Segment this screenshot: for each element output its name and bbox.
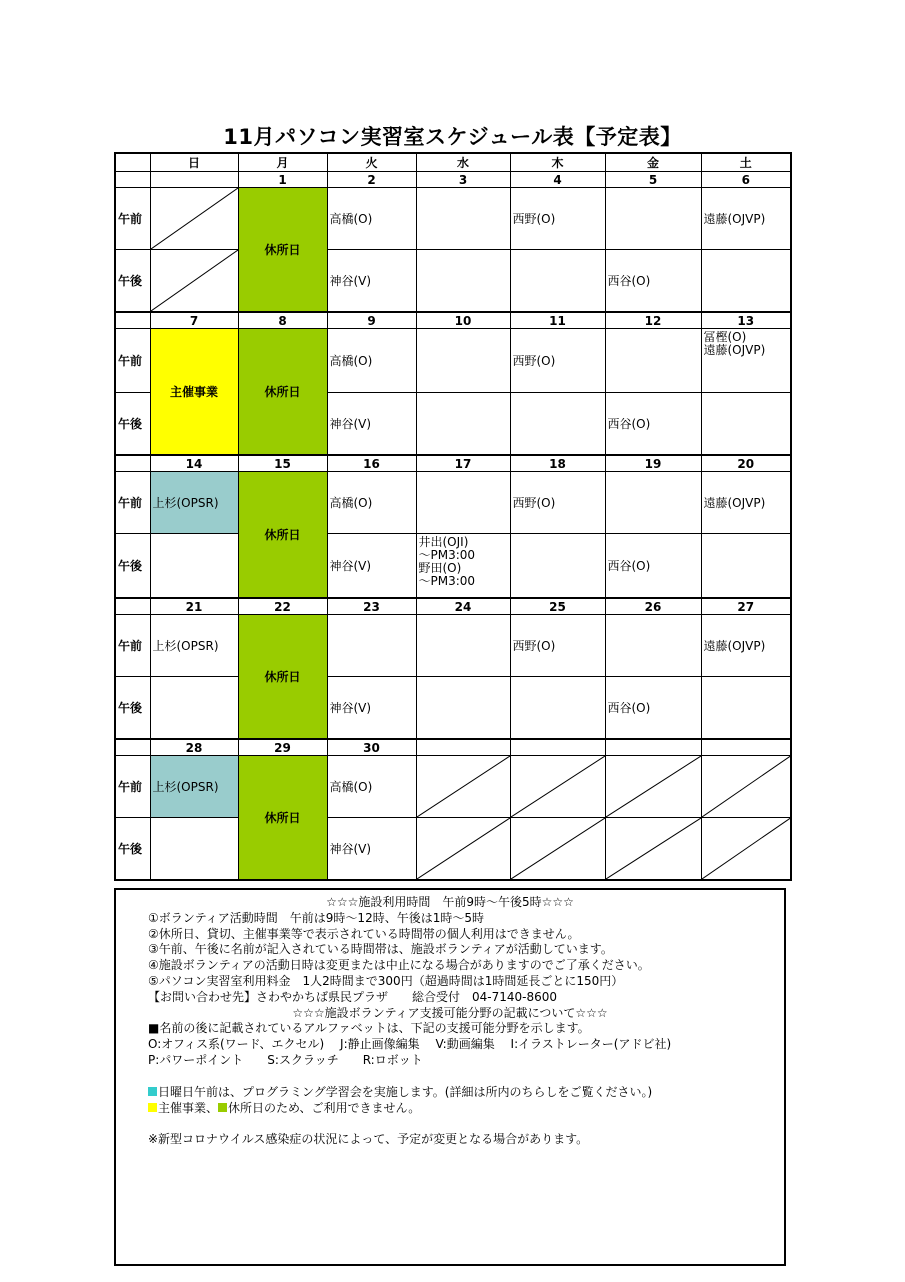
schedule-slot: 神谷(V) bbox=[327, 818, 416, 881]
schedule-slot bbox=[416, 677, 510, 740]
date-number: 29 bbox=[238, 739, 327, 756]
date-number: 25 bbox=[510, 598, 605, 615]
date-number: 1 bbox=[238, 172, 327, 188]
closed-day-slot: 休所日 bbox=[238, 472, 327, 599]
empty-slot-crossed bbox=[605, 818, 701, 881]
note-4: ④施設ボランティアの活動日時は変更または中止になる場合がありますのでご了承ください。 bbox=[148, 958, 650, 973]
abbr-line-2: O:オフィス系(ワード、エクセル) J:静止画像編集 V:動画編集 I:イラストレーター(アドビ社) bbox=[148, 1037, 672, 1052]
schedule-slot bbox=[150, 677, 238, 740]
date-number: 24 bbox=[416, 598, 510, 615]
schedule-slot bbox=[327, 615, 416, 677]
schedule-slot: 遠藤(OJVP) bbox=[701, 472, 791, 534]
schedule-slot bbox=[416, 250, 510, 313]
date-number bbox=[510, 739, 605, 756]
blue-legend-swatch bbox=[148, 1087, 157, 1096]
abbr-line-1: ■名前の後に記載されているアルファベットは、下記の支援可能分野を示します。 bbox=[148, 1021, 590, 1036]
schedule-slot bbox=[605, 329, 701, 393]
schedule-slot: 西野(O) bbox=[510, 472, 605, 534]
am-label: 午前 bbox=[115, 188, 150, 250]
weekday-header: 木 bbox=[510, 153, 605, 172]
schedule-slot bbox=[150, 534, 238, 599]
date-number: 6 bbox=[701, 172, 791, 188]
date-number: 10 bbox=[416, 312, 510, 329]
page-title: 11月パソコン実習室スケジュール表【予定表】 bbox=[223, 125, 682, 149]
week-label-blank bbox=[115, 455, 150, 472]
closed-day-slot: 休所日 bbox=[238, 188, 327, 313]
date-number: 8 bbox=[238, 312, 327, 329]
empty-slot-crossed bbox=[150, 250, 238, 313]
date-number: 16 bbox=[327, 455, 416, 472]
schedule-slot: 西野(O) bbox=[510, 615, 605, 677]
closed-day-slot: 休所日 bbox=[238, 329, 327, 456]
schedule-slot: 井出(OJI) ～PM3:00 野田(O) ～PM3:00 bbox=[416, 534, 510, 599]
schedule-slot: 西野(O) bbox=[510, 329, 605, 393]
date-number: 5 bbox=[605, 172, 701, 188]
schedule-slot bbox=[416, 188, 510, 250]
empty-slot-crossed bbox=[701, 756, 791, 818]
week-label-blank bbox=[115, 172, 150, 188]
schedule-slot: 西谷(O) bbox=[605, 250, 701, 313]
schedule-slot: 西谷(O) bbox=[605, 677, 701, 740]
am-label: 午前 bbox=[115, 329, 150, 393]
date-number: 19 bbox=[605, 455, 701, 472]
pm-label: 午後 bbox=[115, 677, 150, 740]
date-number: 9 bbox=[327, 312, 416, 329]
schedule-slot: 西野(O) bbox=[510, 188, 605, 250]
date-number: 21 bbox=[150, 598, 238, 615]
schedule-slot: 上杉(OPSR) bbox=[150, 615, 238, 677]
schedule-slot: 神谷(V) bbox=[327, 534, 416, 599]
contact-note: 【お問い合わせ先】さわやかちば県民プラザ 総合受付 04-7140-8600 bbox=[148, 989, 558, 1004]
date-number: 13 bbox=[701, 312, 791, 329]
schedule-slot bbox=[701, 534, 791, 599]
note-1: ①ボランティア活動時間 午前は9時～12時、午後は1時～5時 bbox=[148, 910, 484, 925]
abbr-line-3: P:パワーポイント S:スクラッチ R:ロボット bbox=[148, 1052, 423, 1067]
weekday-header: 日 bbox=[150, 153, 238, 172]
date-number bbox=[701, 739, 791, 756]
schedule-slot bbox=[416, 393, 510, 456]
date-number: 11 bbox=[510, 312, 605, 329]
date-number: 27 bbox=[701, 598, 791, 615]
empty-slot-crossed bbox=[510, 756, 605, 818]
date-number: 3 bbox=[416, 172, 510, 188]
schedule-slot bbox=[510, 393, 605, 456]
schedule-slot: 高橋(O) bbox=[327, 329, 416, 393]
schedule-slot bbox=[701, 677, 791, 740]
week-label-blank bbox=[115, 598, 150, 615]
week-label-blank bbox=[115, 739, 150, 756]
schedule-slot: 西谷(O) bbox=[605, 393, 701, 456]
am-label: 午前 bbox=[115, 472, 150, 534]
date-number: 18 bbox=[510, 455, 605, 472]
date-number: 28 bbox=[150, 739, 238, 756]
date-number: 26 bbox=[605, 598, 701, 615]
yellow-legend-note: 主催事業、 bbox=[158, 1100, 219, 1115]
am-label: 午前 bbox=[115, 615, 150, 677]
pm-label: 午後 bbox=[115, 393, 150, 456]
schedule-slot bbox=[701, 393, 791, 456]
notes-box bbox=[114, 888, 786, 1266]
schedule-table bbox=[114, 152, 792, 881]
schedule-slot: 上杉(OPSR) bbox=[150, 756, 238, 818]
date-number: 17 bbox=[416, 455, 510, 472]
schedule-slot: 高橋(O) bbox=[327, 188, 416, 250]
date-number: 20 bbox=[701, 455, 791, 472]
am-label: 午前 bbox=[115, 756, 150, 818]
schedule-slot: 遠藤(OJVP) bbox=[701, 188, 791, 250]
closed-day-slot: 休所日 bbox=[238, 756, 327, 881]
blue-legend-note: 日曜日午前は、プログラミング学習会を実施します。(詳細は所内のちらしをご覧ください。) bbox=[158, 1084, 653, 1099]
schedule-slot: 上杉(OPSR) bbox=[150, 472, 238, 534]
date-number bbox=[416, 739, 510, 756]
schedule-slot bbox=[701, 250, 791, 313]
weekday-header: 土 bbox=[701, 153, 791, 172]
weekday-header: 金 bbox=[605, 153, 701, 172]
date-number: 22 bbox=[238, 598, 327, 615]
date-number: 12 bbox=[605, 312, 701, 329]
schedule-slot bbox=[416, 615, 510, 677]
green-legend-note: 休所日のため、ご利用できません。 bbox=[228, 1100, 421, 1115]
empty-slot-crossed bbox=[701, 818, 791, 881]
green-legend-swatch bbox=[218, 1103, 227, 1112]
date-number: 7 bbox=[150, 312, 238, 329]
pm-label: 午後 bbox=[115, 818, 150, 881]
corner-cell bbox=[115, 153, 150, 172]
date-number: 23 bbox=[327, 598, 416, 615]
weekday-header: 火 bbox=[327, 153, 416, 172]
schedule-slot bbox=[605, 188, 701, 250]
pm-label: 午後 bbox=[115, 250, 150, 313]
schedule-slot: 遠藤(OJVP) bbox=[701, 615, 791, 677]
date-number bbox=[605, 739, 701, 756]
empty-slot-crossed bbox=[605, 756, 701, 818]
weekday-header: 月 bbox=[238, 153, 327, 172]
event-slot: 主催事業 bbox=[150, 329, 238, 456]
schedule-slot: 神谷(V) bbox=[327, 677, 416, 740]
abbr-heading: ☆☆☆施設ボランティア支援可能分野の記載について☆☆☆ bbox=[292, 1005, 608, 1020]
schedule-slot bbox=[416, 472, 510, 534]
schedule-slot bbox=[416, 329, 510, 393]
note-2: ②休所日、貸切、主催事業等で表示されている時間帯の個人利用はできません。 bbox=[148, 926, 580, 941]
empty-slot-crossed bbox=[510, 818, 605, 881]
date-number: 14 bbox=[150, 455, 238, 472]
pm-label: 午後 bbox=[115, 534, 150, 599]
schedule-slot bbox=[510, 250, 605, 313]
schedule-slot: 神谷(V) bbox=[327, 250, 416, 313]
weekday-header: 水 bbox=[416, 153, 510, 172]
schedule-slot: 冨樫(O) 遠藤(OJVP) bbox=[701, 329, 791, 393]
date-number: 30 bbox=[327, 739, 416, 756]
closed-day-slot: 休所日 bbox=[238, 615, 327, 740]
week-label-blank bbox=[115, 312, 150, 329]
schedule-slot: 高橋(O) bbox=[327, 472, 416, 534]
empty-slot-crossed bbox=[416, 818, 510, 881]
schedule-slot: 神谷(V) bbox=[327, 393, 416, 456]
note-3: ③午前、午後に名前が記入されている時間帯は、施設ボランティアが活動しています。 bbox=[148, 942, 613, 957]
empty-slot-crossed bbox=[150, 188, 238, 250]
schedule-slot bbox=[510, 677, 605, 740]
schedule-slot bbox=[150, 818, 238, 881]
empty-slot-crossed bbox=[416, 756, 510, 818]
yellow-legend-swatch bbox=[148, 1103, 157, 1112]
date-number: 15 bbox=[238, 455, 327, 472]
schedule-slot: 高橋(O) bbox=[327, 756, 416, 818]
date-number: 4 bbox=[510, 172, 605, 188]
schedule-slot: 西谷(O) bbox=[605, 534, 701, 599]
schedule-slot bbox=[605, 472, 701, 534]
covid-note: ※新型コロナウイルス感染症の状況によって、予定が変更となる場合があります。 bbox=[148, 1132, 589, 1147]
schedule-slot bbox=[510, 534, 605, 599]
date-number: 2 bbox=[327, 172, 416, 188]
schedule-slot bbox=[605, 615, 701, 677]
date-number bbox=[150, 172, 238, 188]
note-5: ⑤パソコン実習室利用料金 1人2時間まで300円（超過時間は1時間延長ごとに150円） bbox=[148, 973, 624, 988]
hours-note: ☆☆☆施設利用時間 午前9時～午後5時☆☆☆ bbox=[326, 895, 574, 909]
